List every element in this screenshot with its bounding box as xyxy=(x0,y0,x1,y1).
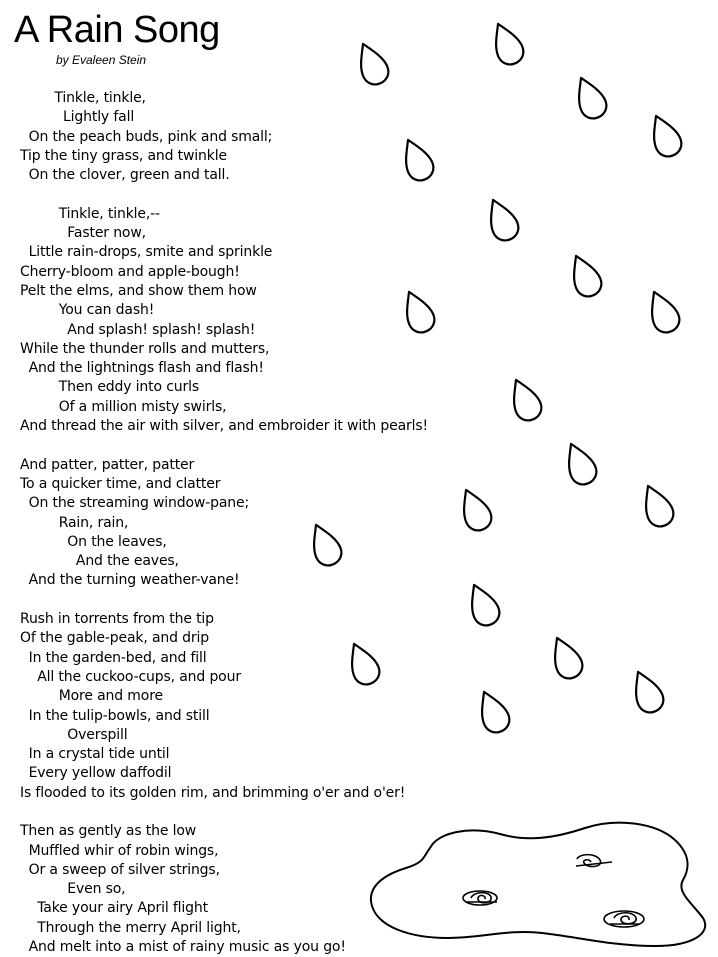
poem-line: And the turning weather-vane! xyxy=(20,572,240,589)
poem-line: Or a sweep of silver strings, xyxy=(20,861,220,878)
poem-line: Muffled whir of robin wings, xyxy=(20,842,219,859)
poem-line: And the eaves, xyxy=(20,553,179,570)
raindrop-icon xyxy=(486,19,527,69)
poem-line: And thread the air with silver, and embroider it with pearls! xyxy=(20,418,429,435)
poem-line: Lightly fall xyxy=(20,109,135,126)
poem-line: To a quicker time, and clatter xyxy=(20,475,221,492)
poem-line: All the cuckoo-cups, and pour xyxy=(20,668,241,685)
stanza-break xyxy=(20,185,490,204)
poem-line: Faster now, xyxy=(20,225,146,242)
poem-line: Then eddy into curls xyxy=(20,379,199,396)
poem-line: In a crystal tide until xyxy=(20,746,170,763)
stanza-break xyxy=(20,803,490,822)
poem-line: Little rain-drops, smite and sprinkle xyxy=(20,244,273,261)
poem-line: On the leaves, xyxy=(20,533,167,550)
raindrop-icon xyxy=(559,439,600,489)
poem-line: And patter, patter, patter xyxy=(20,456,195,473)
poem-line: On the clover, green and tall. xyxy=(20,167,230,184)
poem-line: And the lightnings flash and flash! xyxy=(20,360,264,377)
poem-line: In the garden-bed, and fill xyxy=(20,649,207,666)
poem-line: Cherry-bloom and apple-bough! xyxy=(20,263,240,280)
poem-line: And melt into a mist of rainy music as you go! xyxy=(20,939,346,956)
stanza-break xyxy=(20,591,490,610)
poem-line: Overspill xyxy=(20,726,128,743)
author-byline: by Evaleen Stein xyxy=(56,53,147,67)
poem-line: Is flooded to its golden rim, and brimming o'er and o'er! xyxy=(20,784,406,801)
poem-line: Tinkle, tinkle,-- xyxy=(20,205,160,222)
poem-line: On the peach buds, pink and small; xyxy=(20,128,273,145)
poem-body xyxy=(20,89,490,957)
poem-line: Every yellow daffodil xyxy=(20,765,172,782)
poem-line: Tip the tiny grass, and twinkle xyxy=(20,147,227,164)
raindrop-icon xyxy=(636,481,677,531)
poem-line: Rush in torrents from the tip xyxy=(20,611,214,628)
raindrop-icon xyxy=(351,39,392,89)
poem-line: While the thunder rolls and mutters, xyxy=(20,340,270,357)
stanza-break xyxy=(20,436,490,455)
poem-line: Then as gently as the low xyxy=(20,823,197,840)
poem-line: Take your airy April flight xyxy=(20,900,208,917)
poem-line: Pelt the elms, and show them how xyxy=(20,282,257,299)
poem-line: On the streaming window-pane; xyxy=(20,495,250,512)
poem-line: You can dash! xyxy=(20,302,155,319)
raindrop-icon xyxy=(642,287,683,337)
poem-line: Even so, xyxy=(20,881,126,898)
poem-line: Of a million misty swirls, xyxy=(20,398,227,415)
poem-line: Tinkle, tinkle, xyxy=(20,90,146,106)
poem-line: Of the gable-peak, and drip xyxy=(20,630,209,647)
raindrop-icon xyxy=(504,375,545,425)
poem-line: And splash! splash! splash! xyxy=(20,321,256,338)
poem-line: Rain, rain, xyxy=(20,514,129,531)
raindrop-icon xyxy=(564,251,605,301)
poem-line: In the tulip-bowls, and still xyxy=(20,707,210,724)
poem-line: More and more xyxy=(20,688,163,705)
poem-line: Through the merry April light, xyxy=(20,919,241,936)
raindrop-icon xyxy=(569,73,610,123)
raindrop-icon xyxy=(626,667,667,717)
raindrop-icon xyxy=(644,111,685,161)
page-title: A Rain Song xyxy=(14,9,220,51)
raindrop-icon xyxy=(545,633,586,683)
